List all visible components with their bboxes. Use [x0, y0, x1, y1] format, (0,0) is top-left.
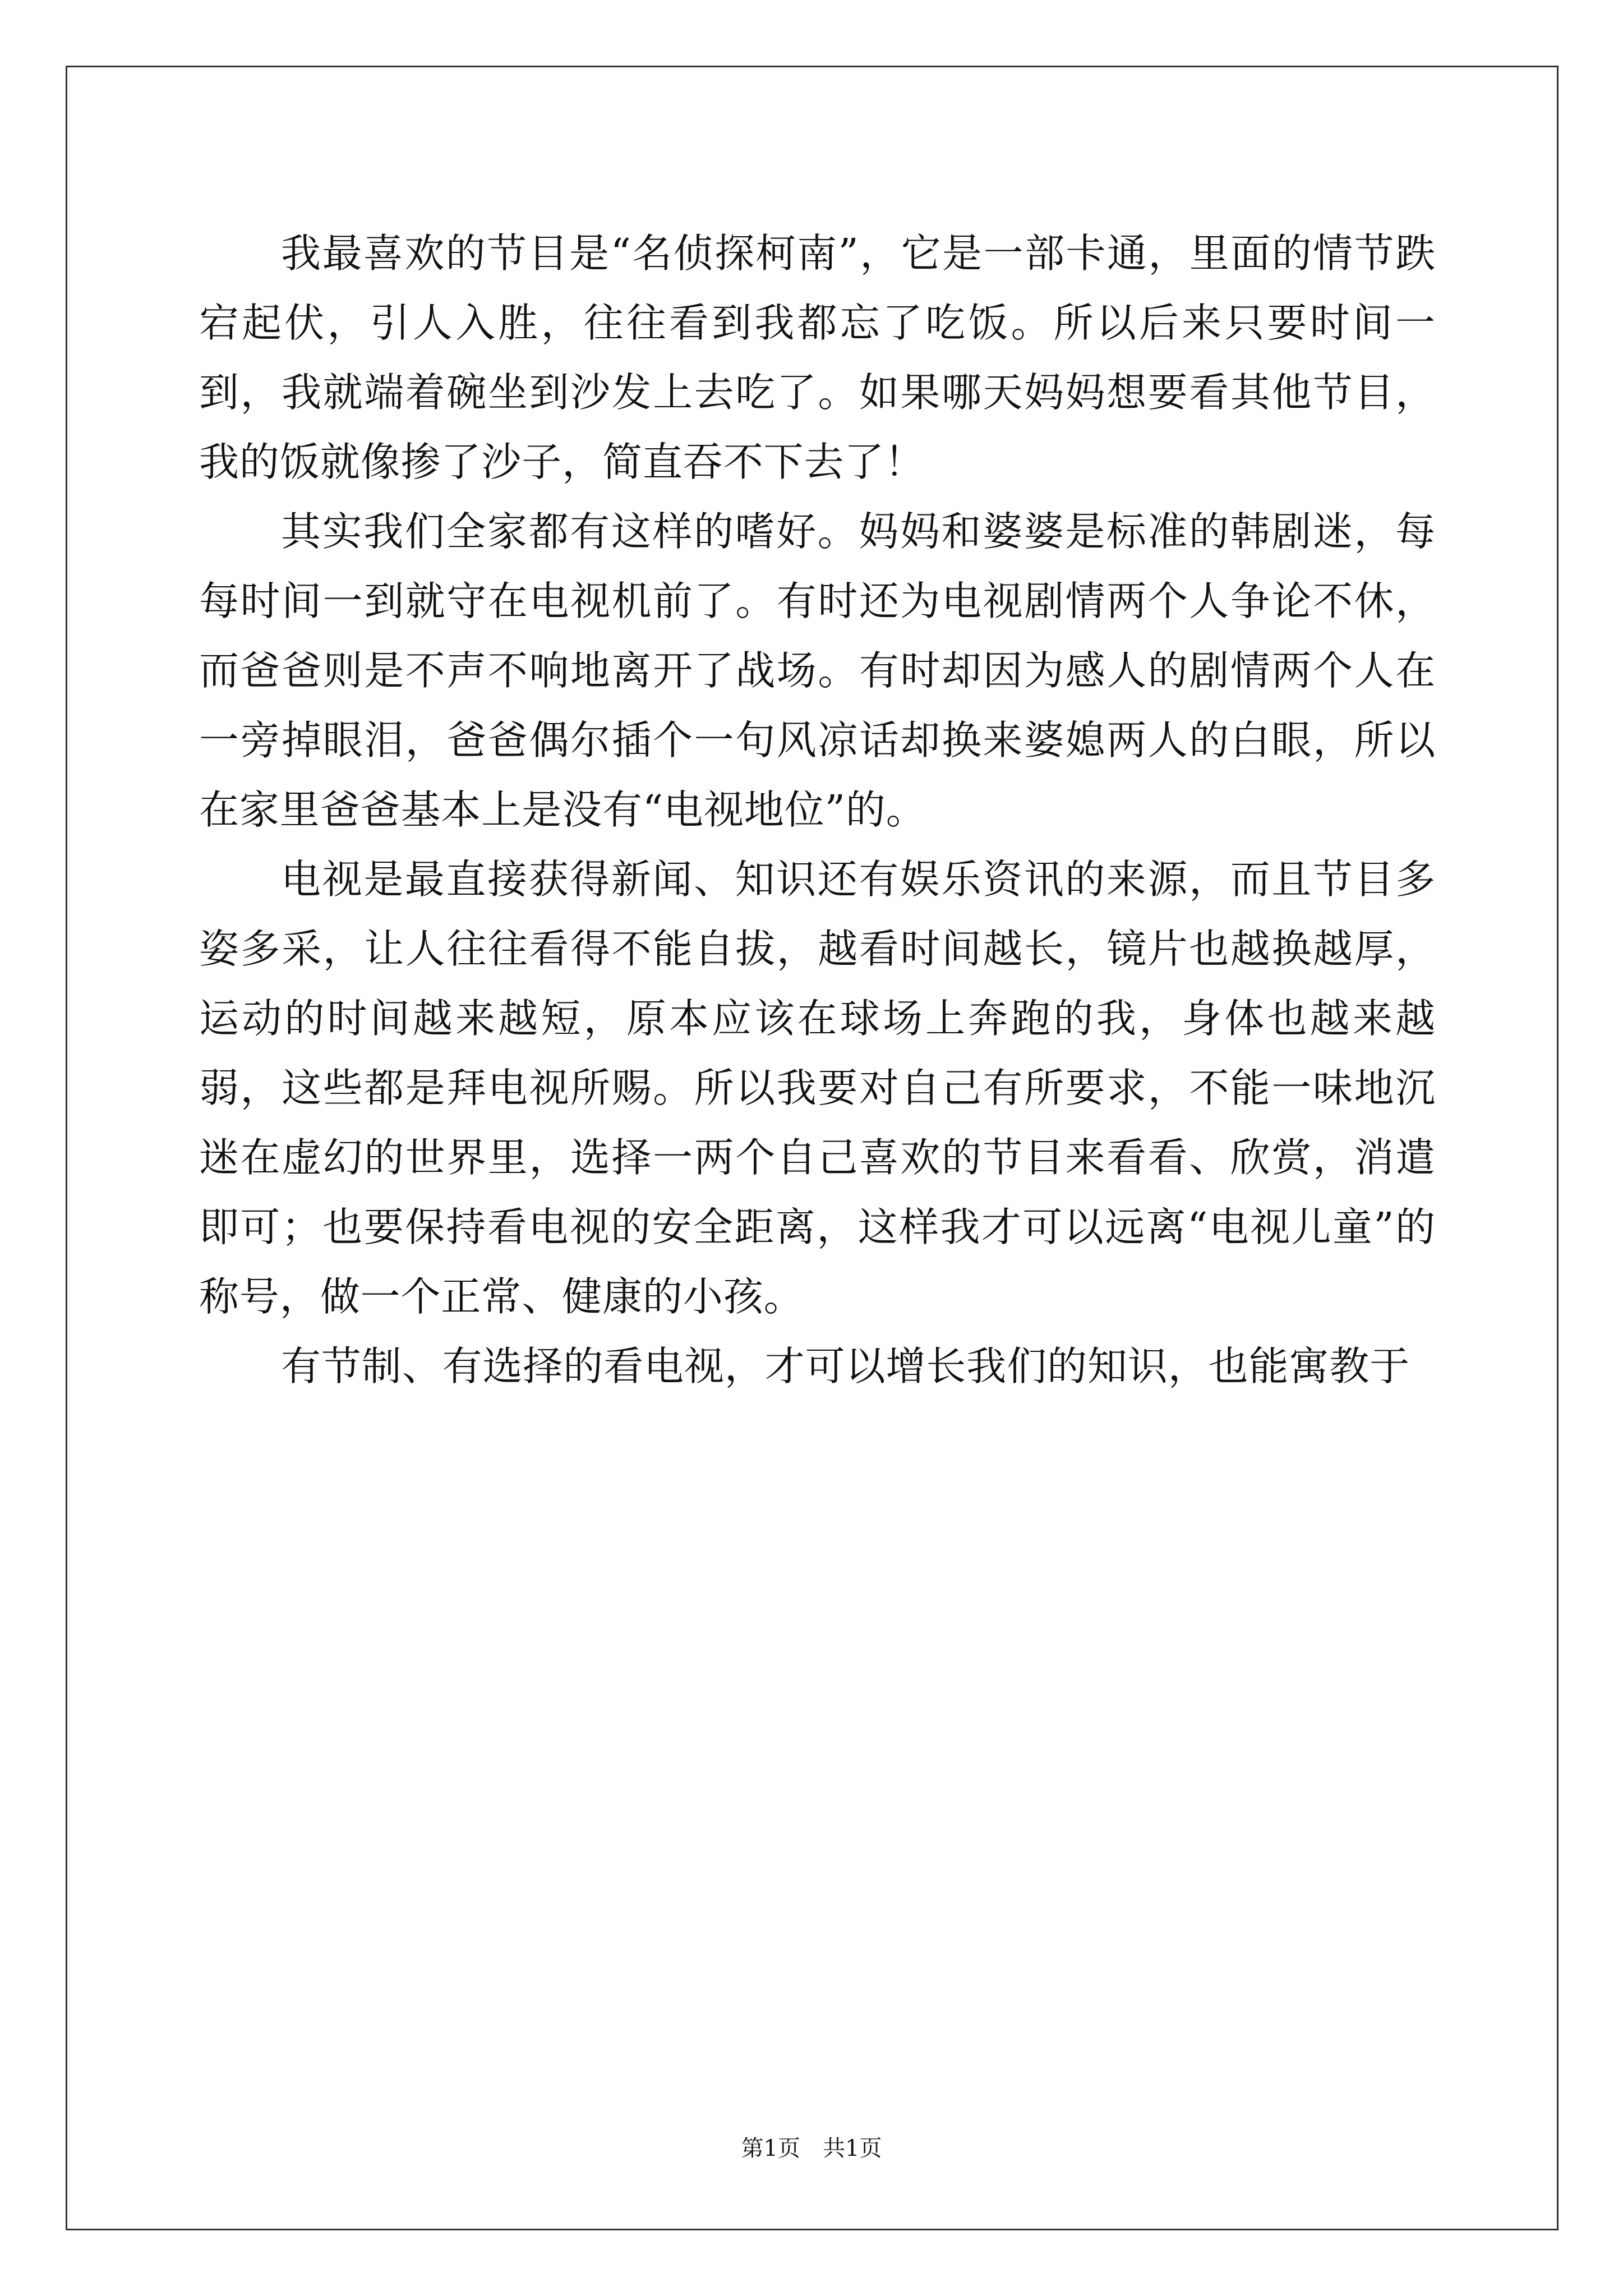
paragraph-3: 电视是最直接获得新闻、知识还有娱乐资讯的来源，而且节目多姿多采，让人往往看得不能自拔，越看时间越长，镜片也越换越厚，运动的时间越来越短，原本应该在球场上奔跑的我，身体也越来越弱，这些都是拜电视所赐。所以我要对自己有所要求，不能一味地沉迷在虚幻的世界里，选择一两个自己喜欢的节目来看看、欣赏，消遣即可；也要保持看电视的安全距离，这样我才可以远离“电视儿童”的称号，做一个正常、健康的小孩。	[199, 856, 1436, 1320]
paragraph-4: 有节制、有选择的看电视，才可以增长我们的知识，也能寓教于	[281, 1343, 1410, 1389]
document-body	[199, 219, 1436, 1401]
page-number-footer: 第1页 共1页	[741, 2136, 882, 2161]
paragraph-1: 我最喜欢的节目是“名侦探柯南”，它是一部卡通，里面的情节跌宕起伏，引人入胜，往往看到我都忘了吃饭。所以后来只要时间一到，我就端着碗坐到沙发上去吃了。如果哪天妈妈想要看其他节目，我的饭就像掺了沙子，简直吞不下去了！	[199, 230, 1436, 485]
paragraph-2: 其实我们全家都有这样的嗜好。妈妈和婆婆是标准的韩剧迷，每每时间一到就守在电视机前了。有时还为电视剧情两个人争论不休，而爸爸则是不声不响地离开了战场。有时却因为感人的剧情两个人在一旁掉眼泪，爸爸偶尔插个一句风凉话却换来婆媳两人的白眼，所以在家里爸爸基本上是没有“电视地位”的。	[199, 508, 1436, 833]
